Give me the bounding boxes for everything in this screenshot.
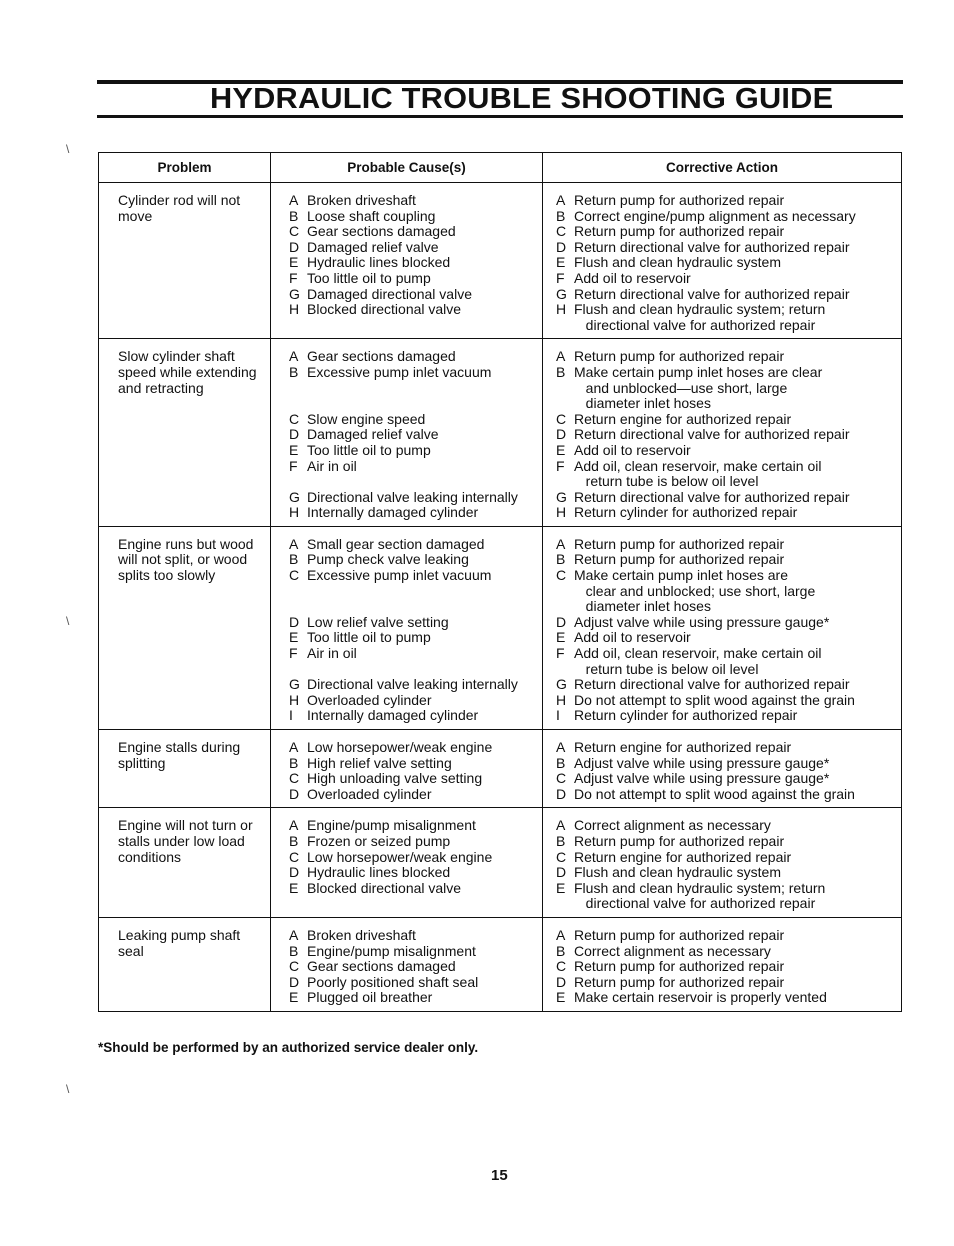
action-item [556, 552, 897, 568]
item-letter: B [556, 207, 566, 224]
item-letter: A [289, 535, 299, 552]
item-letter: B [556, 754, 566, 771]
problem-cell: Engine runs but wood will not split, or wood splits too slowly [99, 526, 271, 729]
table-row [99, 917, 902, 1011]
scan-mark: \ [66, 1082, 70, 1096]
action-item [556, 740, 897, 756]
item-letter: D [556, 426, 567, 443]
action-item [556, 537, 897, 553]
item-letter: A [289, 348, 299, 365]
cause-item [289, 287, 538, 303]
action-item [556, 646, 897, 677]
item-letter: H [289, 301, 300, 318]
item-text: Add oil, clean reservoir, make certain oil return tube is below oil level [574, 645, 822, 677]
item-text: Damaged relief valve [307, 426, 439, 443]
item-text: Do not attempt to split wood against the grain [574, 785, 855, 802]
trouble-shooting-table [98, 152, 902, 1012]
item-letter: D [289, 238, 300, 255]
item-letter: D [556, 864, 567, 881]
item-text: Return pump for authorized repair [574, 192, 785, 208]
item-text: Flush and clean hydraulic system; return directional valve for authorized repair [574, 301, 826, 333]
item-text: Return directional valve for authorized repair [574, 488, 850, 505]
item-letter: A [556, 926, 566, 943]
item-letter: G [289, 285, 300, 302]
item-letter: B [289, 207, 299, 224]
action-item [556, 928, 897, 944]
item-letter: B [289, 832, 299, 849]
item-text: Damaged directional valve [307, 285, 472, 302]
cause-item [289, 975, 538, 991]
item-letter: E [289, 254, 299, 271]
probable-causes-cell [271, 730, 543, 808]
item-text: Return engine for authorized repair [574, 410, 792, 427]
table-row [99, 183, 902, 339]
item-text: Flush and clean hydraulic system; return directional valve for authorized repair [574, 879, 826, 912]
title-rule-bottom [97, 115, 903, 118]
item-text: Return cylinder for authorized repair [574, 504, 798, 521]
cause-item [289, 708, 538, 724]
item-letter: C [289, 223, 300, 240]
item-letter: C [289, 567, 300, 584]
item-text: Too little oil to pump [307, 441, 431, 458]
item-text: Return engine for authorized repair [574, 739, 792, 755]
header-corrective-action: Corrective Action [543, 153, 902, 183]
footnote: *Should be performed by an authorized service dealer only. [98, 1040, 479, 1055]
item-text: Air in oil [307, 457, 357, 474]
item-letter: B [289, 551, 299, 568]
item-letter: E [289, 441, 299, 458]
table-header-row [99, 153, 902, 183]
action-item [556, 209, 897, 225]
item-letter: F [289, 457, 298, 474]
cause-item [289, 490, 538, 506]
item-text: Make certain pump inlet hoses are clear and unblocked—use short, large diameter inlet hoses [574, 363, 823, 412]
corrective-action-cell [543, 730, 902, 808]
item-letter: A [289, 739, 299, 755]
item-text: Return pump for authorized repair [574, 926, 785, 943]
cause-item [289, 209, 538, 225]
action-item [556, 834, 897, 850]
list-spacer [289, 662, 538, 678]
item-letter: E [289, 879, 299, 896]
item-text: Return pump for authorized repair [574, 223, 785, 240]
item-letter: F [556, 457, 565, 474]
item-text: Make certain pump inlet hoses are clear and unblocked; use short, large diameter inlet hoses [574, 567, 816, 615]
cause-item [289, 865, 538, 881]
item-text: Return pump for authorized repair [574, 535, 785, 552]
item-text: Overloaded cylinder [307, 691, 432, 708]
action-item [556, 459, 897, 490]
item-letter: G [289, 488, 300, 505]
cause-item [289, 646, 538, 662]
item-letter: D [289, 613, 300, 630]
header-problem: Problem [99, 153, 271, 183]
item-text: Pump check valve leaking [307, 551, 469, 568]
item-letter: B [556, 942, 566, 959]
cause-item [289, 224, 538, 240]
item-text: Internally damaged cylinder [307, 504, 479, 521]
item-text: Return directional valve for authorized repair [574, 238, 850, 255]
item-letter: C [289, 770, 300, 787]
item-text: Directional valve leaking internally [307, 488, 518, 505]
item-text: Correct alignment as necessary [574, 942, 771, 959]
action-item [556, 568, 897, 615]
item-letter: C [289, 410, 300, 427]
probable-causes-cell [271, 339, 543, 527]
item-letter: A [556, 535, 566, 552]
action-item [556, 427, 897, 443]
corrective-action-cell [543, 339, 902, 527]
item-letter: H [556, 301, 567, 318]
action-item [556, 959, 897, 975]
item-letter: C [556, 567, 567, 584]
item-letter: H [556, 691, 567, 708]
cause-item [289, 193, 538, 209]
cause-item [289, 990, 538, 1006]
item-letter: E [289, 629, 299, 646]
action-item [556, 365, 897, 412]
cause-item [289, 302, 538, 318]
item-letter: E [556, 879, 566, 896]
item-letter: E [556, 441, 566, 458]
action-item [556, 240, 897, 256]
item-letter: B [556, 551, 566, 568]
action-item [556, 677, 897, 693]
item-text: Add oil to reservoir [574, 629, 691, 646]
cause-item [289, 427, 538, 443]
cause-item [289, 850, 538, 866]
item-letter: C [556, 410, 567, 427]
item-text: Correct alignment as necessary [574, 817, 771, 834]
item-letter: G [556, 488, 567, 505]
action-item [556, 224, 897, 240]
item-text: Add oil, clean reservoir, make certain oil return tube is below oil level [574, 457, 822, 490]
action-item [556, 349, 897, 365]
action-item [556, 990, 897, 1006]
item-letter: D [556, 785, 567, 802]
item-letter: A [556, 192, 566, 208]
item-letter: H [289, 504, 300, 521]
action-item [556, 443, 897, 459]
item-text: Small gear section damaged [307, 535, 485, 552]
item-text: Add oil to reservoir [574, 269, 691, 286]
action-item [556, 708, 897, 724]
cause-item [289, 787, 538, 803]
corrective-action-cell [543, 808, 902, 918]
probable-causes-cell [271, 526, 543, 729]
item-text: Broken driveshaft [307, 926, 416, 943]
cause-item [289, 505, 538, 521]
item-text: Excessive pump inlet vacuum [307, 567, 492, 584]
table-row [99, 730, 902, 808]
action-item [556, 615, 897, 631]
cause-item [289, 459, 538, 475]
list-spacer [289, 381, 538, 412]
item-letter: D [289, 785, 300, 802]
cause-item [289, 693, 538, 709]
item-letter: E [556, 989, 566, 1006]
item-letter: D [289, 864, 300, 881]
item-text: Return pump for authorized repair [574, 832, 785, 849]
action-item [556, 302, 897, 333]
item-text: Adjust valve while using pressure gauge* [574, 770, 830, 787]
item-letter: A [556, 739, 566, 755]
item-letter: D [556, 973, 567, 990]
item-letter: A [289, 817, 299, 834]
item-letter: G [556, 285, 567, 302]
item-text: Low horsepower/weak engine [307, 739, 493, 755]
item-letter: D [556, 238, 567, 255]
cause-item [289, 443, 538, 459]
cause-item [289, 568, 538, 584]
cause-item [289, 615, 538, 631]
action-item [556, 881, 897, 912]
problem-cell: Engine stalls during splitting [99, 730, 271, 808]
item-letter: C [289, 958, 300, 975]
cause-item [289, 756, 538, 772]
cause-item [289, 959, 538, 975]
cause-item [289, 630, 538, 646]
list-spacer [289, 584, 538, 615]
action-item [556, 818, 897, 834]
probable-causes-cell [271, 808, 543, 918]
item-letter: E [556, 629, 566, 646]
item-text: Return pump for authorized repair [574, 551, 785, 568]
item-text: Blocked directional valve [307, 879, 462, 896]
cause-item [289, 255, 538, 271]
item-letter: A [289, 192, 299, 208]
item-text: Too little oil to pump [307, 629, 431, 646]
item-text: Gear sections damaged [307, 223, 456, 240]
item-letter: H [289, 691, 300, 708]
table-body [99, 183, 902, 1012]
action-item [556, 756, 897, 772]
cause-item [289, 771, 538, 787]
item-text: Add oil to reservoir [574, 441, 691, 458]
cause-item [289, 928, 538, 944]
problem-cell: Leaking pump shaft seal [99, 917, 271, 1011]
action-item [556, 944, 897, 960]
item-letter: I [556, 707, 560, 724]
action-item [556, 975, 897, 991]
table-row [99, 339, 902, 527]
action-item [556, 287, 897, 303]
table-row [99, 526, 902, 729]
corrective-action-cell [543, 526, 902, 729]
item-letter: A [556, 348, 566, 365]
item-text: Poorly positioned shaft seal [307, 973, 479, 990]
item-letter: C [556, 958, 567, 975]
item-letter: B [556, 363, 566, 380]
problem-cell: Cylinder rod will not move [99, 183, 271, 339]
item-text: Return directional valve for authorized repair [574, 426, 850, 443]
item-text: Low horsepower/weak engine [307, 848, 493, 865]
item-text: Adjust valve while using pressure gauge* [574, 613, 830, 630]
problem-cell: Slow cylinder shaft speed while extending and retracting [99, 339, 271, 527]
item-text: High unloading valve setting [307, 770, 483, 787]
item-letter: B [289, 754, 299, 771]
cause-item [289, 552, 538, 568]
item-letter: C [556, 848, 567, 865]
probable-causes-cell [271, 917, 543, 1011]
header-probable-causes: Probable Cause(s) [271, 153, 543, 183]
scan-mark: \ [66, 142, 70, 156]
item-letter: F [289, 645, 298, 662]
item-text: Return engine for authorized repair [574, 848, 792, 865]
cause-item [289, 365, 538, 381]
item-text: Adjust valve while using pressure gauge* [574, 754, 830, 771]
item-letter: C [289, 848, 300, 865]
item-text: Loose shaft coupling [307, 207, 436, 224]
item-letter: G [556, 676, 567, 693]
cause-item [289, 349, 538, 365]
item-text: Return directional valve for authorized repair [574, 285, 850, 302]
page-number: 15 [491, 1167, 508, 1184]
action-item [556, 505, 897, 521]
item-letter: F [556, 269, 565, 286]
item-text: Return pump for authorized repair [574, 973, 785, 990]
item-letter: B [289, 942, 299, 959]
item-letter: D [289, 426, 300, 443]
item-text: Directional valve leaking internally [307, 676, 518, 693]
item-letter: C [556, 223, 567, 240]
item-text: Gear sections damaged [307, 958, 456, 975]
item-text: Return pump for authorized repair [574, 348, 785, 365]
action-item [556, 865, 897, 881]
page-title: HYDRAULIC TROUBLE SHOOTING GUIDE [210, 83, 834, 115]
action-item [556, 412, 897, 428]
action-item [556, 271, 897, 287]
cause-item [289, 537, 538, 553]
item-text: Slow engine speed [307, 410, 426, 427]
item-text: Make certain reservoir is properly vented [574, 989, 827, 1006]
item-text: Engine/pump misalignment [307, 817, 476, 834]
item-letter: H [556, 504, 567, 521]
item-letter: F [289, 269, 298, 286]
cause-item [289, 881, 538, 897]
item-letter: C [556, 770, 567, 787]
scan-mark: \ [66, 614, 70, 628]
item-text: Plugged oil breather [307, 989, 433, 1006]
action-item [556, 630, 897, 646]
item-text: Overloaded cylinder [307, 785, 432, 802]
item-letter: A [289, 926, 299, 943]
action-item [556, 693, 897, 709]
item-text: Blocked directional valve [307, 301, 462, 318]
cause-item [289, 834, 538, 850]
item-letter: D [556, 613, 567, 630]
item-text: Gear sections damaged [307, 348, 456, 365]
cause-item [289, 944, 538, 960]
item-text: Internally damaged cylinder [307, 707, 479, 724]
cause-item [289, 818, 538, 834]
action-item [556, 193, 897, 209]
item-text: Hydraulic lines blocked [307, 254, 451, 271]
corrective-action-cell [543, 917, 902, 1011]
item-text: Too little oil to pump [307, 269, 431, 286]
item-text: Low relief valve setting [307, 613, 449, 630]
list-spacer [289, 474, 538, 490]
action-item [556, 255, 897, 271]
item-text: Frozen or seized pump [307, 832, 451, 849]
item-text: Excessive pump inlet vacuum [307, 363, 492, 380]
item-text: Broken driveshaft [307, 192, 416, 208]
cause-item [289, 740, 538, 756]
item-text: Engine/pump misalignment [307, 942, 476, 959]
item-letter: E [556, 254, 566, 271]
action-item [556, 771, 897, 787]
item-letter: G [289, 676, 300, 693]
item-letter: A [556, 817, 566, 834]
item-letter: I [289, 707, 293, 724]
item-text: Return directional valve for authorized repair [574, 676, 850, 693]
probable-causes-cell [271, 183, 543, 339]
item-letter: F [556, 645, 565, 662]
item-text: Do not attempt to split wood against the grain [574, 691, 855, 708]
cause-item [289, 412, 538, 428]
item-letter: B [556, 832, 566, 849]
item-text: Flush and clean hydraulic system [574, 254, 781, 271]
item-text: Air in oil [307, 645, 357, 662]
item-text: High relief valve setting [307, 754, 452, 771]
cause-item [289, 271, 538, 287]
item-text: Correct engine/pump alignment as necessary [574, 207, 856, 224]
table-row [99, 808, 902, 918]
item-letter: E [289, 989, 299, 1006]
cause-item [289, 240, 538, 256]
item-letter: B [289, 363, 299, 380]
corrective-action-cell [543, 183, 902, 339]
cause-item [289, 677, 538, 693]
action-item [556, 787, 897, 803]
item-text: Flush and clean hydraulic system [574, 864, 781, 881]
problem-cell: Engine will not turn or stalls under low load conditions [99, 808, 271, 918]
item-text: Hydraulic lines blocked [307, 864, 451, 881]
action-item [556, 490, 897, 506]
item-text: Damaged relief valve [307, 238, 439, 255]
action-item [556, 850, 897, 866]
item-text: Return pump for authorized repair [574, 958, 785, 975]
item-letter: D [289, 973, 300, 990]
item-text: Return cylinder for authorized repair [574, 707, 798, 724]
